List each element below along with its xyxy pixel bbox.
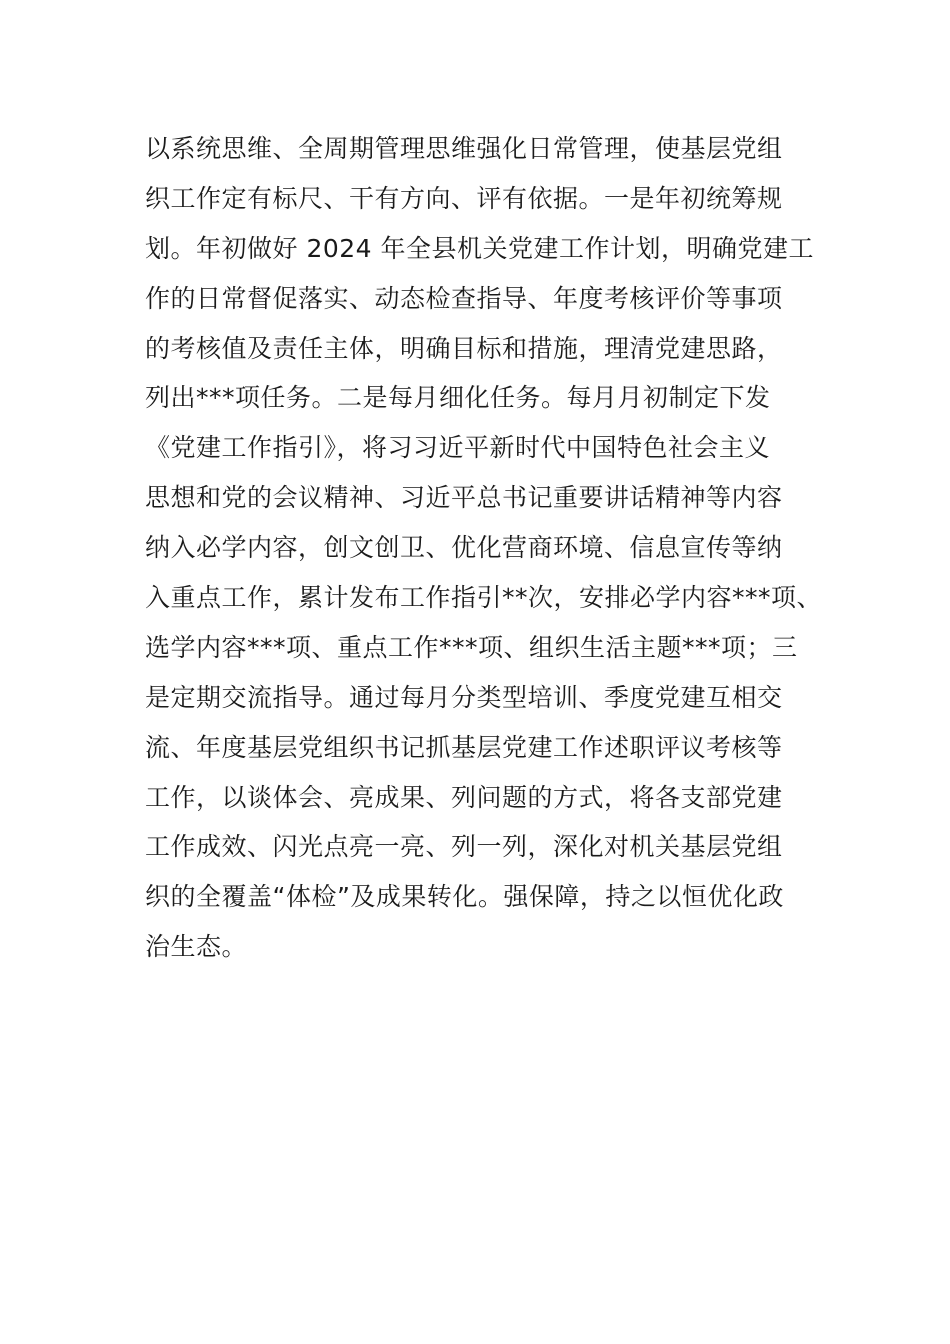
text-line: 织工作定有标尺、干有方向、评有依据。一是年初统筹规: [145, 183, 783, 213]
text-line: 纳入必学内容，创文创卫、优化营商环境、信息宣传等纳: [145, 533, 783, 563]
text-line: 织的全覆盖“体检”及成果转化。强保障，持之以恒优化政: [145, 882, 784, 912]
text-line: 治生态。: [145, 932, 248, 962]
text-line: 列出***项任务。二是每月细化任务。每月月初制定下发: [145, 383, 771, 413]
text-line: 选学内容***项、重点工作***项、组织生活主题***项；三: [145, 632, 798, 662]
body-paragraph: [145, 124, 825, 972]
text-line: 的考核值及责任主体，明确目标和措施，理清党建思路，: [145, 333, 783, 363]
text-line: 入重点工作，累计发布工作指引**次，安排必学内容***项、: [145, 583, 823, 613]
text-line: 划。年初做好 2024 年全县机关党建工作计划，明确党建工: [145, 233, 815, 263]
text-line: 工作，以谈体会、亮成果、列问题的方式，将各支部党建: [145, 782, 783, 812]
text-line: 是定期交流指导。通过每月分类型培训、季度党建互相交: [145, 682, 783, 712]
text-line: 流、年度基层党组织书记抓基层党建工作述职评议考核等: [145, 732, 783, 762]
text-line: 作的日常督促落实、动态检查指导、年度考核评价等事项: [145, 283, 783, 313]
text-line: 《党建工作指引》，将习习近平新时代中国特色社会主义: [145, 433, 771, 463]
text-line: 以系统思维、全周期管理思维强化日常管理，使基层党组: [145, 134, 783, 163]
text-line: 工作成效、闪光点亮一亮、列一列，深化对机关基层党组: [145, 832, 783, 862]
text-line: 思想和党的会议精神、习近平总书记重要讲话精神等内容: [145, 483, 783, 513]
